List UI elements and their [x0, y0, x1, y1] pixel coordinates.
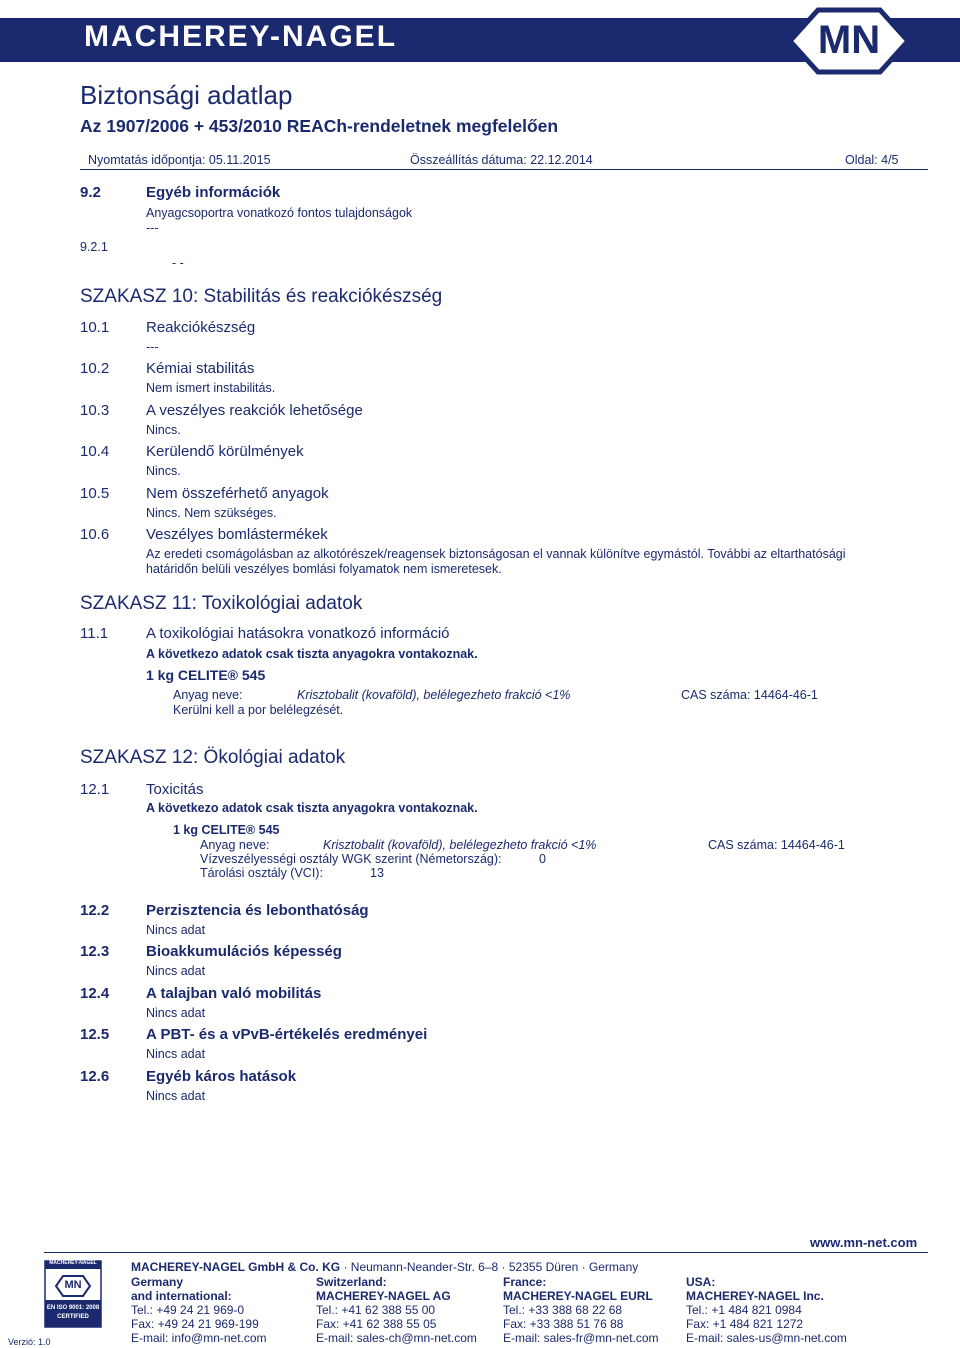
cas-number: CAS száma: 14464-46-1 — [708, 838, 845, 852]
section-heading: A toxikológiai hatásokra vonatkozó információ — [146, 625, 450, 642]
footer-tel: Tel.: +49 24 21 969-0 — [131, 1303, 245, 1317]
body-text: - - — [172, 256, 184, 270]
footer-email[interactable]: E-mail: sales-fr@mn-net.com — [503, 1331, 659, 1345]
section-heading: Reakciókészség — [146, 319, 256, 336]
footer-fax: Fax: +1 484 821 1272 — [686, 1317, 804, 1331]
field-label: Tárolási osztály (VCI): — [200, 866, 323, 880]
section-number: 10.2 — [80, 360, 110, 377]
body-text: határidőn belüli veszélyes bomlási folyamatok nem ismeretesek. — [146, 562, 502, 576]
footer-col-heading: MACHEREY-NAGEL AG — [316, 1289, 451, 1303]
body-text: A következo adatok csak tiszta anyagokra vontakoznak. — [146, 801, 478, 815]
footer-fax: Fax: +33 388 51 76 88 — [503, 1317, 624, 1331]
body-text: Nincs. Nem szükséges. — [146, 506, 277, 520]
footer-col-heading: Switzerland: — [316, 1275, 387, 1289]
section-number: 9.2.1 — [80, 240, 108, 254]
document-subtitle: Az 1907/2006 + 453/2010 REACh-rendeletnek megfelelően — [80, 116, 559, 136]
field-value: 13 — [370, 866, 384, 880]
section-number: 12.2 — [80, 902, 110, 919]
cert-brand: MACHEREY-NAGEL — [49, 1260, 97, 1266]
footer-col-heading: Germany — [131, 1275, 184, 1289]
print-date: Nyomtatás időpontja: 05.11.2015 — [88, 153, 271, 167]
footer-email[interactable]: E-mail: sales-ch@mn-net.com — [316, 1331, 477, 1345]
section-number: 12.4 — [80, 985, 110, 1002]
company-line — [131, 1260, 638, 1274]
page-number: Oldal: 4/5 — [845, 153, 899, 167]
cert-line: CERTIFIED — [57, 1314, 89, 1320]
section-heading: Kémiai stabilitás — [146, 360, 255, 377]
section-title: SZAKASZ 12: Ökológiai adatok — [80, 747, 346, 768]
mn-logo: MN — [817, 18, 881, 62]
footer-tel: Tel.: +33 388 68 22 68 — [503, 1303, 623, 1317]
section-number: 10.1 — [80, 319, 110, 336]
compile-date: Összeállítás dátuma: 22.12.2014 — [410, 153, 593, 167]
body-text: Nincs adat — [146, 1047, 206, 1061]
body-text: Az eredeti csomágolásban az alkotórészek/reagensek biztonságosan el vannak különítve egymástól. További az eltarthatósági — [146, 547, 846, 561]
brand-name: MACHEREY-NAGEL — [84, 20, 398, 53]
section-title: SZAKASZ 11: Toxikológiai adatok — [80, 593, 363, 614]
body-text: Nem ismert instabilitás. — [146, 381, 276, 395]
section-number: 10.4 — [80, 443, 110, 460]
body-text: --- — [146, 221, 159, 235]
body-text: A következo adatok csak tiszta anyagokra vontakoznak. — [146, 647, 478, 661]
body-text: Anyagcsoportra vonatkozó fontos tulajdonságok — [146, 206, 413, 220]
footer-rule — [44, 1252, 928, 1253]
body-text: Nincs adat — [146, 1089, 206, 1103]
company-address: · Neumann-Neander-Str. 6–8 · 52355 Düren · Germany — [340, 1260, 639, 1274]
section-heading: Toxicitás — [146, 781, 204, 798]
section-heading: Perzisztencia és lebonthatóság — [146, 902, 369, 919]
footer-tel: Tel.: +1 484 821 0984 — [686, 1303, 802, 1317]
body-text: Nincs. — [146, 464, 181, 478]
field-label: Vízveszélyességi osztály WGK szerint (Németország): — [200, 852, 502, 866]
body-text: Nincs adat — [146, 1006, 206, 1020]
body-text: Nincs adat — [146, 923, 206, 937]
body-text: Kerülni kell a por belélegzését. — [173, 703, 344, 717]
footer-col-heading: France: — [503, 1275, 547, 1289]
cert-line: EN ISO 9001: 2008 — [46, 1305, 100, 1311]
footer-fax: Fax: +41 62 388 55 05 — [316, 1317, 437, 1331]
section-number: 12.5 — [80, 1026, 110, 1043]
section-title: SZAKASZ 10: Stabilitás és reakciókészség — [80, 286, 443, 307]
company-name: MACHEREY-NAGEL GmbH & Co. KG — [131, 1260, 341, 1274]
section-number: 10.3 — [80, 402, 110, 419]
section-heading: Kerülendő körülmények — [146, 443, 304, 460]
website-link[interactable]: www.mn-net.com — [810, 1235, 918, 1250]
cert-logo: MN — [64, 1279, 82, 1291]
body-text: --- — [146, 340, 159, 354]
field-value: 0 — [539, 852, 546, 866]
section-number: 12.6 — [80, 1068, 110, 1085]
field-label: Anyag neve: — [173, 688, 243, 702]
version-label: Verzió: 1.0 — [8, 1337, 51, 1347]
body-text: Nincs. — [146, 423, 181, 437]
footer-email[interactable]: E-mail: sales-us@mn-net.com — [686, 1331, 847, 1345]
section-heading: Egyéb információk — [146, 184, 281, 201]
footer-col-heading: and international: — [131, 1289, 232, 1303]
section-heading: Veszélyes bomlástermékek — [146, 526, 328, 543]
field-label: Anyag neve: — [200, 838, 270, 852]
body-text: Nincs adat — [146, 964, 206, 978]
section-heading: A PBT- és a vPvB-értékelés eredményei — [146, 1026, 428, 1043]
footer-fax: Fax: +49 24 21 969-199 — [131, 1317, 259, 1331]
section-heading: Egyéb káros hatások — [146, 1068, 297, 1085]
section-heading: A talajban való mobilitás — [146, 985, 322, 1002]
footer-col-heading: USA: — [686, 1275, 716, 1289]
product-name: 1 kg CELITE® 545 — [173, 823, 280, 837]
footer-email[interactable]: E-mail: info@mn-net.com — [131, 1331, 267, 1345]
footer-col-heading: MACHEREY-NAGEL Inc. — [686, 1289, 824, 1303]
section-number: 11.1 — [80, 625, 109, 642]
footer-tel: Tel.: +41 62 388 55 00 — [316, 1303, 436, 1317]
substance-name: Krisztobalit (kovaföld), belélegezheto frakció <1% — [297, 688, 571, 702]
document-title: Biztonsági adatlap — [80, 80, 293, 110]
section-number: 10.5 — [80, 485, 110, 502]
section-heading: A veszélyes reakciók lehetősége — [146, 402, 363, 419]
product-name: 1 kg CELITE® 545 — [146, 667, 266, 683]
section-number: 12.1 — [80, 781, 110, 798]
section-heading: Nem összeférhető anyagok — [146, 485, 329, 502]
section-number: 9.2 — [80, 184, 101, 201]
section-number: 10.6 — [80, 526, 110, 543]
substance-name: Krisztobalit (kovaföld), belélegezheto frakció <1% — [323, 838, 597, 852]
footer-col-heading: MACHEREY-NAGEL EURL — [503, 1289, 653, 1303]
header-rule — [80, 169, 928, 170]
section-heading: Bioakkumulációs képesség — [146, 943, 342, 960]
section-number: 12.3 — [80, 943, 110, 960]
cas-number: CAS száma: 14464-46-1 — [681, 688, 818, 702]
